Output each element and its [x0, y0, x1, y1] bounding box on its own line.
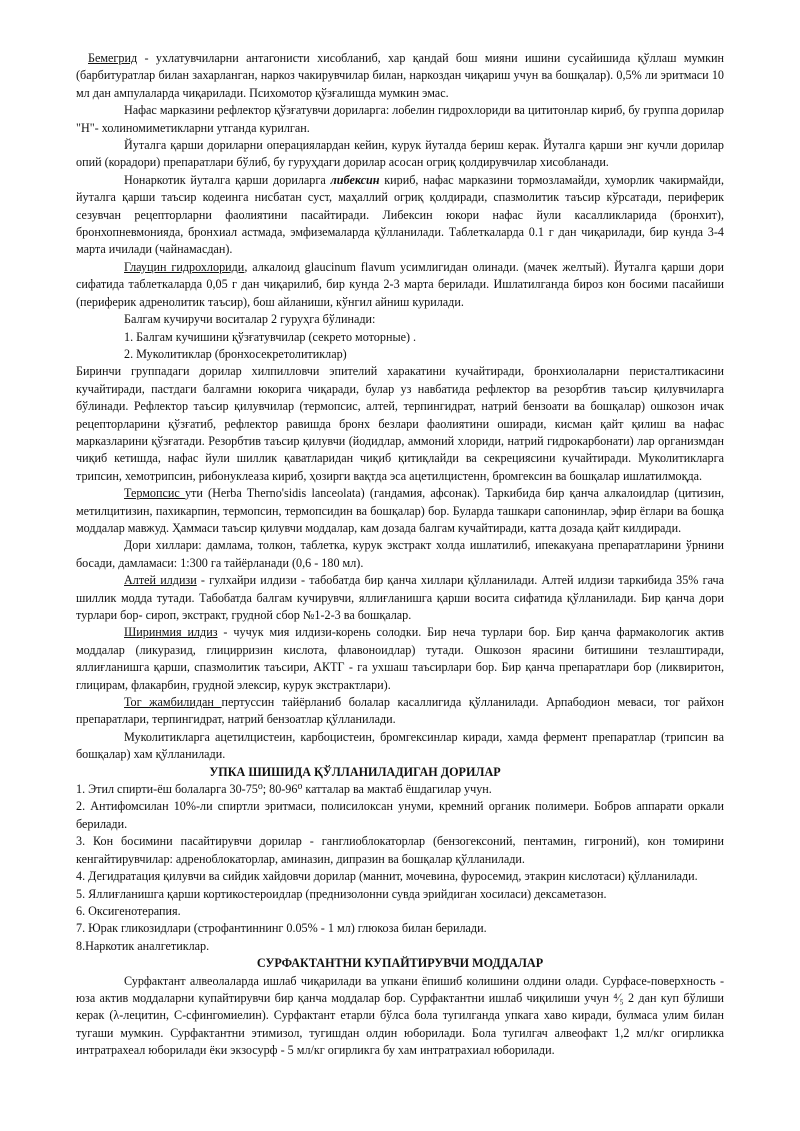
paragraph-bemegrid [76, 50, 724, 102]
term-glaucine: Глауцин гидрохлориди [124, 259, 245, 274]
paragraph-text: - ухлатувчиларни антагонисти хисобланиб, хар қандай бош мияни ишини сусайишида қўллаш мумкин (барбитуратлар билан захарланган, наркоз чакирувчилар билан, наркоздан чиқариш учун ва бошқалар). 0,5% ли эритмаси 10 мл дан ампулаларда чиқарилади. Психомотор қўзғалишда мумкин эмас. [76, 51, 724, 100]
section-heading-pulmonary-edema: УПКА ШИШИДА ҚЎЛЛАНИЛАДИГАН ДОРИЛАР [209, 764, 501, 779]
term-bemegrid: Бемегрид [88, 51, 138, 65]
paragraph-libexin [76, 172, 724, 259]
paragraph-thyme [76, 694, 724, 729]
list-item: 4. Дегидратация қилувчи ва сийдик хайдовчи дорилар (маннит, мочевина, фуросемид, этакрин кислотаси) қўлланилади. [76, 869, 698, 884]
paragraph-antitussives: Йуталга қарши дориларни операциялардан кейин, курук йуталда бериш керак. Йуталга қарши энг кучли дорилар опий (корадори) препаратлари бўлиб, бу гуруҳдаги дорилар асосан огриқ қолдирувчилар хисобланади. [76, 138, 724, 170]
list-item: 1. Балгам кучишини қўзғатувчилар (секрето моторные) . [124, 329, 417, 344]
paragraph-althaea [76, 572, 724, 624]
term-licorice: Ширинмия илдиз [124, 625, 218, 640]
paragraph-text: - гулхайри илдизи - табобатда бир қанча хиллари қўлланилади. Алтей илдизи таркибида 35% гача шиллик модда тутади. Табобатда балгам кучирувчи, яллиғланишга қарши восита сифатида қўлланилади. Бир қанча дори турлари бор- сироп, экстракт, грудной сбор №1-2-3 ва бошқалар. [76, 573, 724, 622]
paragraph-text: пертуссин тайёрланиб болалар касаллигида қўлланилади. Арпабодион меваси, тог райхон препаратлари, терпингидрат, натрий бензоатлар қўлланилади. [76, 695, 725, 727]
paragraph-first-group: Биринчи группадаги дорилар хилпилловчи эпителий харакатини кучайтиради, бронхиолаларни перисталтикасини кучайтиради, пастдаги балгамни юкорига чиқаради, булар уз навбатида рефлектор ва резорбтив таъсир қилувчиларга бўлинади. Рефлектор таъсир қилувчилар (термопсис, алтей, терпингидрат, натрий бензоати ва бошқалар) ошкозон ичак рецепторларини қўзғатиб, рефлектор равишда бронх безлари фаолиятини оширади, кисман қайт қилиш ва нафас марказларини қўзғатади. Резорбтив таъсир қилувчи (йодидлар, аммоний хлориди, натрий гидрокарбонати) лар организмдан чиқиб кетишда, нафас йули шиллик қаватларидан чиқиб қитиқлайди ва секрециясини кучайтиради. Муколитикларга трипсин, хемотрипсин, рибонуклеаза кириб, ҳозирги вақтда эса ацетилцистенн, бромгексин ва бошқалар ишлатилмоқда. [76, 364, 724, 483]
section-heading-surfactant: СУРФАКТАНТНИ КУПАЙТИРУВЧИ МОДДАЛАР [256, 956, 544, 971]
term-thermopsis: Термопсис [124, 486, 185, 501]
paragraph-text: - чучук мия илдизи-корень солодки. Бир неча турлари бор. Бир қанча фармакологик актив моддалар (ликуразид, глицирризин кислота, флавоноидлар) тутади. Ошкозон ярасини битишини тезлаштиради, яллиғланишга қарши, спазмолитик таъсири, АКТГ - га ухшаш таъсирлари бор. Бир қанча препаратлари бор (ликвиритон, глицирам, флакарбин, грудной элексир, курук экстрактлари). [76, 625, 724, 692]
paragraph-thermopsis [76, 485, 724, 537]
paragraph-text: Нонаркотик йуталга қарши дориларга [124, 172, 331, 187]
paragraph-glaucine [76, 259, 724, 311]
paragraph-mucolytics: Муколитикларга ацетилцистеин, карбоцистеин, бромгексинлар киради, хамда фермент препаратлар (трипсин ва бошқалар) хам қўлланилади. [76, 729, 724, 762]
term-thyme: Тог жамбилидан [124, 695, 222, 710]
paragraph-text: кириб, нафас марказини тормозламайди, хуморлик чакирмайди, йуталга қарши таъсир кодеинга нисбатан суст, маҳаллий огриқ қолдиради, спазмолитик таъсир кўрсатади, периферик сезувчан рецепторларни фаолиятини пасайтиради. Либексин юкори нафас йули касалликларида (бронхит), бронхопневмонияда, бронхиал астмада, эмфиземаларда қўлланилади. Таблеткаларда 0.1 г дан чиқарилади, бир кунда 3-4 марта ичилади (чайнамасдан). [76, 172, 724, 257]
list-item: 5. Яллиғланишга қарши кортикостероидлар (преднизолонни сувда эрийдиган хосиласи) дексаметазон. [76, 886, 607, 901]
paragraph-dosage-forms: Дори хиллари: дамлама, толкон, таблетка, курук экстракт холда ишлатилиб, ипекакуана препаратларини ўрнини босади, дамламаси: 1:300 га тайёрланади (0,6 - 180 мл). [76, 538, 724, 570]
list-item: 3. Кон босимини пасайтирувчи дорилар - ганглиоблокаторлар (бензогексоний, пентамин, гигроний), кон томирини кенгайтирувчилар: адреноблокаторлар, аминазин, дипразин ва бошқалар қўлланилади. [76, 834, 724, 866]
paragraph-expectorants-intro: Балгам кучиручи воситалар 2 гуруҳга бўлинади: [124, 312, 376, 327]
list-item: 8.Наркотик аналгетиклар. [76, 938, 210, 953]
paragraph-text: ути (Herba Therno'sidis lanceolata) (гандамия, афсонак). Таркибида бир қанча алкалоидлар (цитизин, метилцитизин, пахикарпин, термопсин, термопсидин ва бошқалар) бор. Буларда ташкари сапонинлар, эфир ёглари ва бошқа моддалар мавжуд. Ҳаммаси таъсир қилувчи моддалар, кам дозада балгам кучайтиради, катта дозада қайт килдиради. [76, 486, 724, 535]
paragraph-surfactant: Сурфактант алвеолаларда ишлаб чиқарилади ва упкани ёпишиб колишини олдини олади. Сурфасе-поверхность - юза актив моддаларни купайтирувчи бир қанча моддалар бор. Сурфактантни ишлаб чиқилиши учун ⁴⁄₅ 2 дан куп бўлиши керак (λ-лецитин, С-сфингомиелин). Сурфактант етарли бўлса бола тугилганда упкага хаво киради, булмаса улим билан тугаши мумкин. Сурфактантни этимизол, тугишдан олдин юборилади. Бола тугилгач алвеофакт 1,2 мл/кг огирликка интратрахеал юборилади ёки экзосурф - 5 мл/кг огирликга бу хам интратрахиал юборилади. [76, 973, 724, 1058]
paragraph-respiratory-center: Нафас марказини рефлектор қўзғатувчи дориларга: лобелин гидрохлориди ва цититонлар кириб, бу группа дорилар "Н"- холиномиметикларни утганда курилган. [76, 103, 724, 135]
list-item: 2. Антифомсилан 10%-ли спиртли эритмаси, полисилоксан унуми, кремний органик полимери. Бобров аппарати оркали берилади. [76, 799, 724, 831]
paragraph-licorice [76, 624, 724, 694]
term-althaea: Алтей илдизи [124, 573, 197, 588]
list-item: 7. Юрак гликозидлари (строфантиннинг 0.05% - 1 мл) глюкоза билан берилади. [76, 921, 487, 936]
list-item: 2. Муколитиклар (бронхосекретолитиклар) [124, 346, 347, 361]
term-libexin: либексин [330, 172, 380, 187]
list-item: 1. Этил спирти-ёш болаларга 30-75⁰; 80-96⁰ катталар ва мактаб ёшдагилар учун. [76, 782, 492, 797]
list-item: 6. Оксигенотерапия. [76, 903, 181, 918]
paragraph-text: , алкалоид glaucinum flavum усимлигидан олинади. (мачек желтый). Йуталга қарши дори сифатида таблеткаларда 0,05 г дан чиқарилиб, бир кунда 2-3 марта берилади. Ишлатилганда бироз кон босими пасайиши (периферик адренолитик таъсир), бош айланиши, кўнгил айниш курилади. [76, 259, 724, 309]
